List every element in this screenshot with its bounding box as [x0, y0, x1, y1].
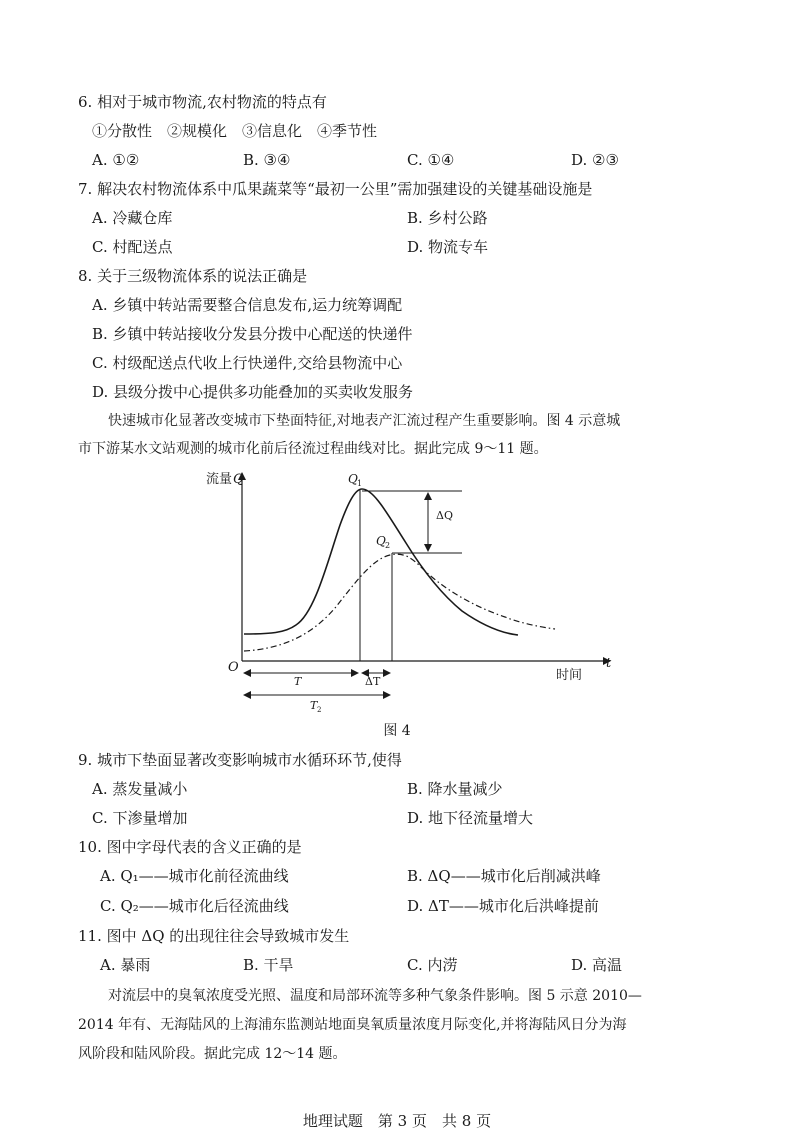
q11-stem: 11. 图中 ΔQ 的出现往往会导致城市发生 — [78, 927, 350, 945]
q6-option-c: C. ①④ — [407, 151, 455, 169]
delta-t-label: ΔT — [365, 675, 381, 688]
q9-option-b: B. 降水量减少 — [407, 780, 503, 798]
intro-9-11-line1: 快速城市化显著改变城市下垫面特征,对地表产汇流过程产生重要影响。图 4 示意城 — [108, 413, 621, 429]
q6-option-d: D. ②③ — [571, 151, 619, 169]
peak2-subscript: 2 — [385, 541, 391, 550]
q9-option-d: D. 地下径流量增大 — [407, 809, 534, 827]
q7-option-a: A. 冷藏仓库 — [92, 209, 173, 227]
q9-option-a: A. 蒸发量减小 — [92, 780, 188, 798]
q6-option-b: B. ③④ — [243, 151, 291, 169]
y-symbol: Q — [233, 472, 244, 487]
q6-stem: 6. 相对于城市物流,农村物流的特点有 — [78, 93, 327, 111]
peak1-label: Q — [348, 472, 358, 486]
intro-9-11-line2: 市下游某水文站观测的城市化前后径流过程曲线对比。据此完成 9～11 题。 — [78, 441, 548, 457]
t2-label: T — [310, 699, 318, 712]
q8-option-a: A. 乡镇中转站需要整合信息发布,运力统筹调配 — [92, 296, 403, 314]
q6-items: ①分散性 ②规模化 ③信息化 ④季节性 — [92, 122, 378, 140]
t-label: T — [294, 675, 302, 688]
intro-12-14-line3: 风阶段和陆风阶段。据此完成 12～14 题。 — [78, 1046, 347, 1062]
runoff-hydrograph — [200, 465, 620, 725]
q11-option-a: A. 暴雨 — [100, 956, 151, 974]
q8-stem: 8. 关于三级物流体系的说法正确是 — [78, 267, 308, 285]
q10-option-d: D. ΔT——城市化后洪峰提前 — [407, 897, 599, 915]
q7-option-d: D. 物流专车 — [407, 238, 489, 256]
q7-option-c: C. 村配送点 — [92, 238, 173, 256]
q8-option-d: D. 县级分拨中心提供多功能叠加的买卖收发服务 — [92, 383, 414, 401]
q10-option-a: A. Q₁——城市化前径流曲线 — [100, 867, 289, 885]
x-symbol: t — [606, 656, 612, 671]
pre-urbanization-runoff-curve — [244, 554, 555, 651]
peak1-subscript: 1 — [357, 479, 363, 488]
y-axis-label: 流量 — [206, 472, 233, 487]
q10-option-c: C. Q₂——城市化后径流曲线 — [100, 897, 289, 915]
figure-4 — [200, 465, 620, 725]
t2-subscript: 2 — [317, 706, 322, 714]
q7-stem: 7. 解决农村物流体系中瓜果蔬菜等“最初一公里”需加强建设的关键基础设施是 — [78, 180, 593, 198]
figure-4-caption: 图 4 — [383, 723, 411, 739]
x-axis-label: 时间 — [556, 668, 583, 683]
q11-option-b: B. 干旱 — [243, 956, 294, 974]
origin-label: O — [228, 660, 239, 675]
q11-option-c: C. 内涝 — [407, 956, 458, 974]
q6-option-a: A. ①② — [92, 151, 140, 169]
q9-stem: 9. 城市下垫面显著改变影响城市水循环环节,使得 — [78, 751, 402, 769]
page-footer: 地理试题 第 3 页 共 8 页 — [302, 1112, 492, 1130]
intro-12-14-line1: 对流层中的臭氧浓度受光照、温度和局部环流等多种气象条件影响。图 5 示意 2010— — [108, 988, 642, 1004]
intro-12-14-line2: 2014 年有、无海陆风的上海浦东监测站地面臭氧质量浓度月际变化,并将海陆风日分为海 — [78, 1017, 627, 1033]
urbanized-runoff-curve — [244, 489, 518, 635]
q10-option-b: B. ΔQ——城市化后削减洪峰 — [407, 867, 601, 885]
q8-option-b: B. 乡镇中转站接收分发县分拨中心配送的快递件 — [92, 325, 413, 343]
q11-option-d: D. 高温 — [571, 956, 623, 974]
q7-option-b: B. 乡村公路 — [407, 209, 488, 227]
q8-option-c: C. 村级配送点代收上行快递件,交给县物流中心 — [92, 354, 403, 372]
q10-stem: 10. 图中字母代表的含义正确的是 — [78, 838, 302, 856]
delta-q-label: ΔQ — [436, 509, 453, 522]
q9-option-c: C. 下渗量增加 — [92, 809, 188, 827]
peak2-label: Q — [376, 534, 386, 548]
